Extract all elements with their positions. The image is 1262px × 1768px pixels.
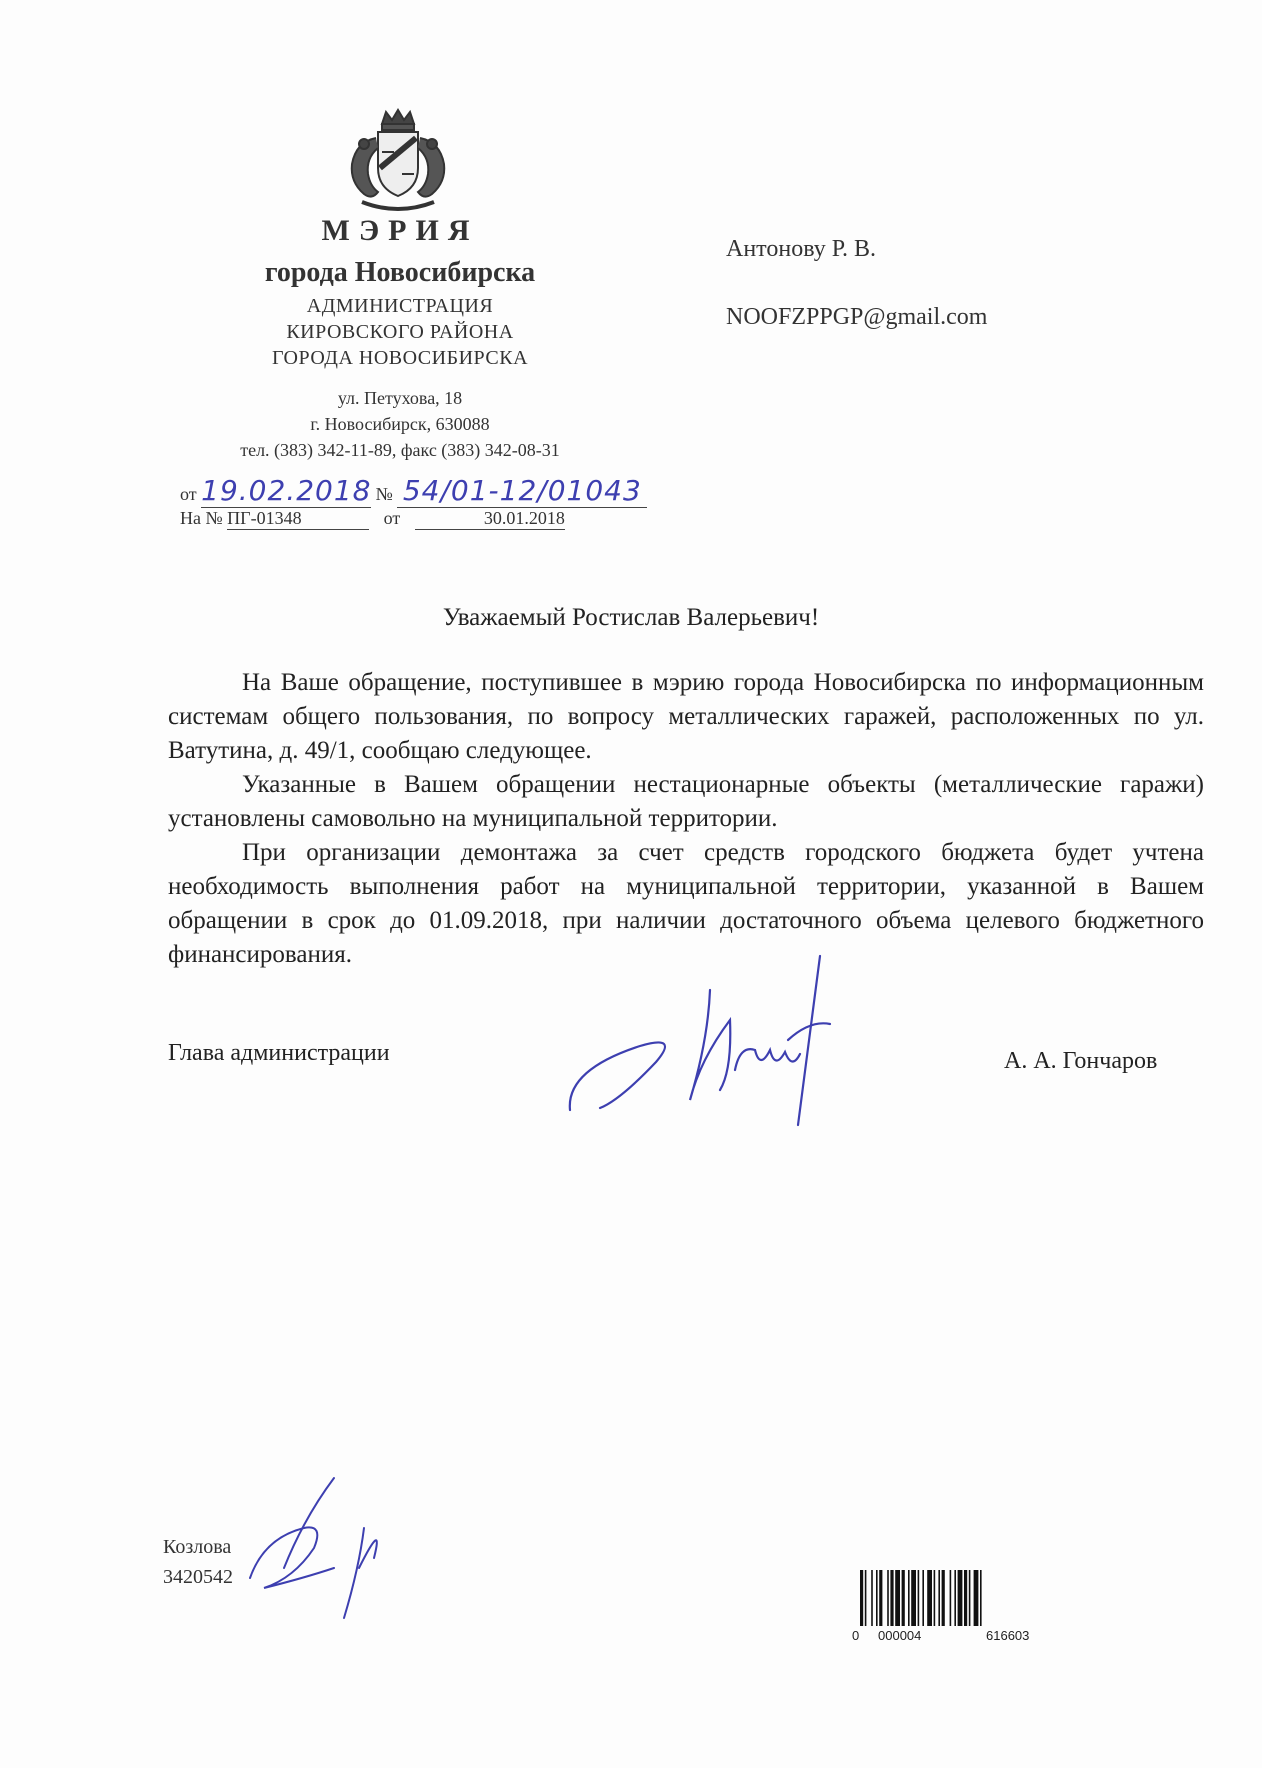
barcode-bar (969, 1570, 971, 1626)
barcode-bar (887, 1570, 889, 1626)
handwritten-signature-icon (560, 950, 860, 1130)
barcode-bar (922, 1570, 924, 1626)
letter-body (168, 666, 1204, 972)
coat-of-arms-icon (342, 108, 454, 216)
org-city: города Новосибирска (264, 257, 536, 288)
barcode-bar (918, 1570, 920, 1626)
barcode-bar (879, 1570, 882, 1626)
outgoing-date: 19.02.2018 (201, 474, 372, 507)
executor-name: Козлова (163, 1536, 232, 1558)
ref-date: 30.01.2018 (415, 508, 565, 530)
paragraph-1: На Ваше обращение, поступившее в мэрию города Новосибирска по информационным системам общего пользования, по вопросу металлических гаражей, расположенных по ул. Ватутина, д. 49/1, сообщаю следующее. (168, 669, 1204, 764)
barcode-bar (865, 1570, 867, 1626)
signer-position: Глава администрации (168, 1040, 390, 1066)
executor-signature-icon (244, 1458, 414, 1628)
barcode-bar (927, 1570, 932, 1626)
barcode-bar (902, 1570, 905, 1626)
barcode-icon (858, 1570, 1058, 1626)
barcode-bar (890, 1570, 893, 1626)
barcode-bar (895, 1570, 900, 1626)
barcode-bar (964, 1570, 967, 1626)
barcode-bar (938, 1570, 940, 1626)
org-line-1: АДМИНИСТРАЦИЯ (306, 295, 494, 317)
barcode-bar (974, 1570, 979, 1626)
outgoing-registration (180, 474, 647, 508)
salutation: Уважаемый Ростислав Валерьевич! (442, 604, 820, 631)
ref-number: ПГ-01348 (227, 508, 369, 530)
barcode-bar (950, 1570, 952, 1626)
barcode-bar (860, 1570, 863, 1626)
barcode-group-1: 000004 (878, 1628, 922, 1643)
addressee-name: Антонову Р. В. (726, 236, 877, 262)
org-title: МЭРИЯ (321, 214, 479, 247)
org-line-2: КИРОВСКОГО РАЙОНА (286, 321, 514, 343)
barcode-bar (958, 1570, 963, 1626)
barcode-bar (954, 1570, 956, 1626)
address-street: ул. Петухова, 18 (337, 388, 463, 408)
barcode-bar (934, 1570, 936, 1626)
address-city: г. Новосибирск, 630088 (310, 414, 490, 434)
outgoing-number: 54/01-12/01043 (397, 474, 647, 508)
ref-prefix: На № (180, 508, 223, 528)
signer-name: А. А. Гончаров (1004, 1048, 1158, 1074)
org-line-3: ГОРОДА НОВОСИБИРСКА (271, 347, 529, 369)
barcode-bar (911, 1570, 916, 1626)
address-phone: тел. (383) 342-11-89, факс (383) 342-08-31 (240, 440, 560, 460)
date-prefix: от (180, 484, 197, 504)
ref-date-prefix: от (383, 508, 401, 528)
incoming-reference (180, 508, 565, 530)
executor-phone: 3420542 (163, 1566, 233, 1588)
paragraph-2: Указанные в Вашем обращении нестационарные объекты (металлические гаражи) установлены самовольно на муниципальной территории. (168, 771, 1204, 832)
barcode-prefix: 0 (852, 1628, 860, 1643)
addressee-email: NOOFZPPGP@gmail.com (726, 304, 988, 330)
barcode-bar (908, 1570, 910, 1626)
barcode-bar (876, 1570, 878, 1626)
paragraph-3: При организации демонтажа за счет средств городского бюджета будет учтена необходимость выполнения работ на муниципальной территории, указанной в Вашем обращении в срок до 01.09.2018, при наличии достаточного объема целевого бюджетного финансирования. (168, 839, 1204, 968)
barcode-bar (871, 1570, 873, 1626)
barcode-bar (942, 1570, 945, 1626)
barcode-group-2: 616603 (986, 1628, 1030, 1643)
barcode-bar (980, 1570, 982, 1626)
number-prefix: № (375, 484, 393, 504)
